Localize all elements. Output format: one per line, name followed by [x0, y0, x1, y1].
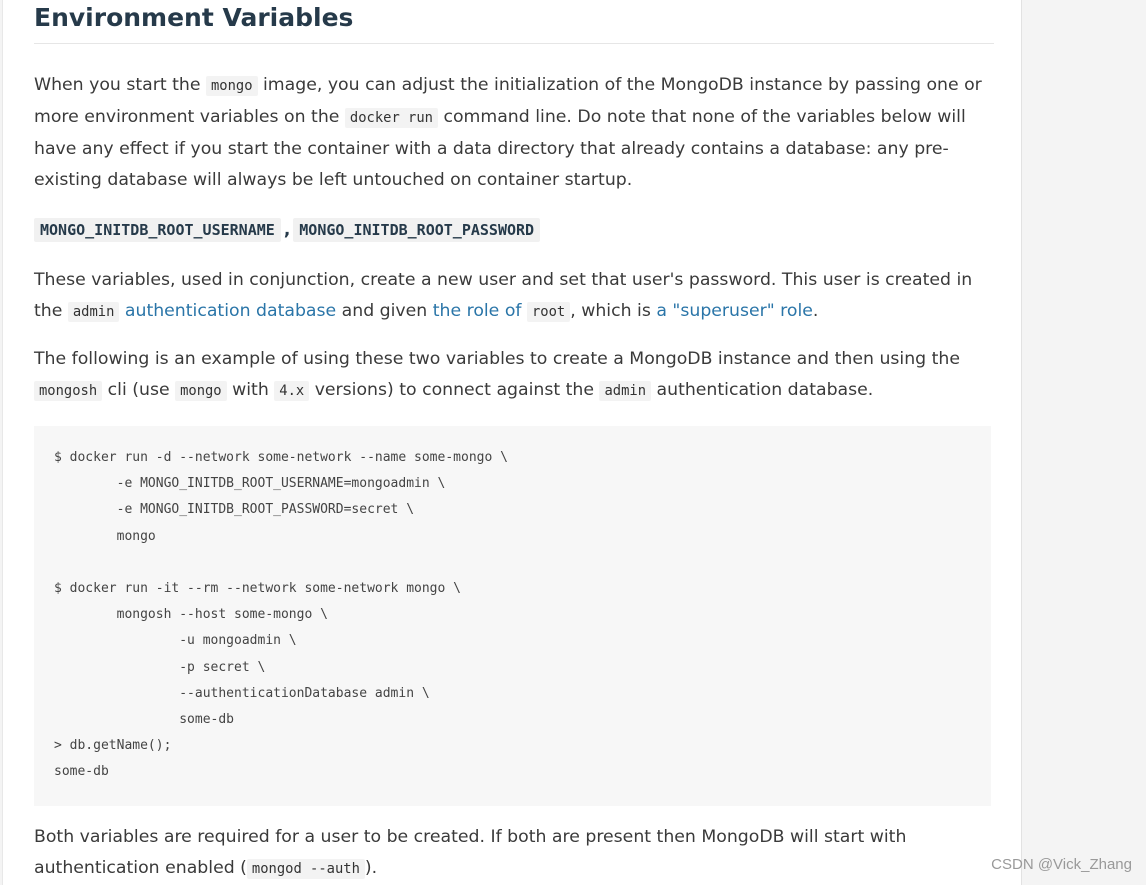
var-root-username: MONGO_INITDB_ROOT_USERNAME — [34, 218, 281, 242]
var-separator: , — [283, 220, 291, 240]
desc-text: These variables, used in conjunction, create a new user and set that user's password. This user is created in the — [34, 270, 973, 321]
role-link-text: the role of — [432, 301, 522, 321]
intro-text: When you start the — [34, 75, 206, 95]
watermark: CSDN @Vick_Zhang — [991, 856, 1132, 873]
doc-page — [2, 0, 1022, 885]
footer-text: Both variables are required for a user to be created. If both are present then MongoDB will start with authentication enabled ( — [34, 827, 907, 878]
doc-content — [34, 0, 994, 878]
inline-code-mongod-auth: mongod --auth — [247, 859, 365, 879]
inline-code-mongo-cli: mongo — [175, 381, 227, 401]
variables-heading — [34, 216, 540, 244]
inline-code-docker-run: docker run — [345, 108, 438, 128]
inline-code-admin: admin — [68, 302, 120, 322]
example-text: cli (use — [102, 380, 176, 400]
section-heading: Environment Variables — [34, 0, 994, 44]
inline-code-mongosh: mongosh — [34, 381, 102, 401]
footer-text: ). — [364, 858, 378, 878]
desc-text: , which is — [570, 301, 657, 321]
intro-text: image, you can adjust the initialization of the MongoDB instance by passing one or more environment variables on the — [34, 75, 982, 127]
intro-paragraph — [34, 70, 994, 196]
role-link[interactable] — [433, 301, 570, 321]
footer-paragraph — [34, 822, 994, 885]
variables-description — [34, 265, 994, 328]
example-text: versions) to connect against the — [309, 380, 600, 400]
authentication-database-link[interactable]: authentication database — [124, 301, 337, 321]
inline-code-mongo: mongo — [206, 76, 258, 96]
example-text: authentication database. — [651, 380, 874, 400]
inline-code-root: root — [527, 302, 570, 322]
example-text: The following is an example of using these two variables to create a MongoDB instance and then using the — [34, 349, 960, 369]
intro-text: command line. Do note that none of the variables below will have any effect if you start the container with a data directory that already contains a database: any pre-existing database will always be left untouched on container startup. — [34, 107, 966, 190]
code-block[interactable]: $ docker run -d --network some-network --name some-mongo \ -e MONGO_INITDB_ROOT_USERNAME=mongoadmin \ -e MONGO_INITDB_ROOT_PASSWORD=secret \ mongo $ docker run -it --rm --network some-network mongo \ mongosh --host some-mongo \ -u mongoadmin \ -p secret \ --authenticationDatabase admin \ some-db > db.getName(); some-db — [34, 426, 991, 806]
example-text: with — [226, 380, 275, 400]
desc-text: and given — [336, 301, 433, 321]
example-intro — [34, 344, 994, 407]
desc-text: . — [812, 301, 819, 321]
inline-code-version: 4.x — [274, 381, 309, 401]
superuser-role-link[interactable]: a "superuser" role — [656, 301, 813, 321]
var-root-password: MONGO_INITDB_ROOT_PASSWORD — [293, 218, 540, 242]
inline-code-admin-db: admin — [599, 381, 651, 401]
